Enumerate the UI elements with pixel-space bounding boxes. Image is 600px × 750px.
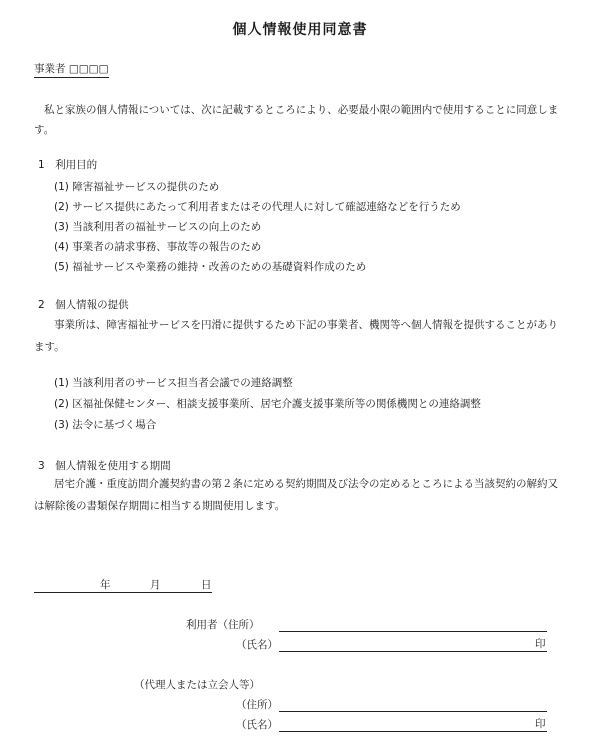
date-month: 月: [150, 579, 161, 591]
agent-seal-mark: 印: [535, 718, 546, 730]
document-title: 個人情報使用同意書: [232, 22, 368, 38]
user-name-label: （氏名）: [236, 639, 278, 651]
section-1-item: (3) 当該利用者の福祉サービスの向上のため: [54, 221, 262, 233]
date-year: 年: [100, 579, 111, 591]
section-1-item: (2) サービス提供にあたって利用者またはその代理人に対して確認連絡などを行うため: [54, 201, 461, 213]
date-day: 日: [201, 579, 212, 591]
agent-label: （代理人または立会人等）: [134, 679, 260, 691]
agent-address-field[interactable]: [279, 711, 547, 712]
user-seal-mark: 印: [535, 638, 546, 650]
section-2-item: (1) 当該利用者のサービス担当者会議での連絡調整: [54, 377, 293, 389]
section-1-heading: 1 利用目的: [38, 159, 98, 171]
user-address-label: 利用者（住所）: [186, 619, 260, 631]
section-1-item: (1) 障害福祉サービスの提供のため: [54, 181, 220, 193]
section-1-item: (5) 福祉サービスや業務の維持・改善のための基礎資料作成のため: [54, 261, 367, 273]
section-3-body: 居宅介護・重度訪問介護契約書の第２条に定める契約期間及び法令の定めるところによる当該契約の解約又は解除後の書類保存期間に相当する期間使用します。: [34, 478, 558, 512]
section-1-item: (4) 事業者の請求事務、事故等の報告のため: [54, 241, 262, 253]
agent-address-label: （住所）: [236, 699, 278, 711]
agent-name-field[interactable]: [279, 731, 547, 732]
section-2-item: (3) 法令に基づく場合: [54, 419, 157, 431]
intro-paragraph: 私と家族の個人情報については、次に記載するところにより、必要最小限の範囲内で使用することに同意します。: [34, 104, 559, 136]
section-2-heading: 2 個人情報の提供: [38, 299, 129, 311]
user-address-field[interactable]: [279, 631, 547, 632]
section-2-body: 事業所は、障害福祉サービスを円滑に提供するため下記の事業者、機関等へ個人情報を提供することがあります。: [34, 319, 558, 353]
date-underline: [34, 578, 212, 593]
section-3-heading: 3 個人情報を使用する期間: [38, 460, 171, 472]
user-name-field[interactable]: [279, 651, 547, 652]
agent-name-label: （氏名）: [236, 719, 278, 731]
operator-line: 事業者 □□□□: [34, 61, 109, 78]
section-2-item: (2) 区福祉保健センター、相談支援事業所、居宅介護支援事業所等の関係機関との連絡調整: [54, 398, 481, 410]
